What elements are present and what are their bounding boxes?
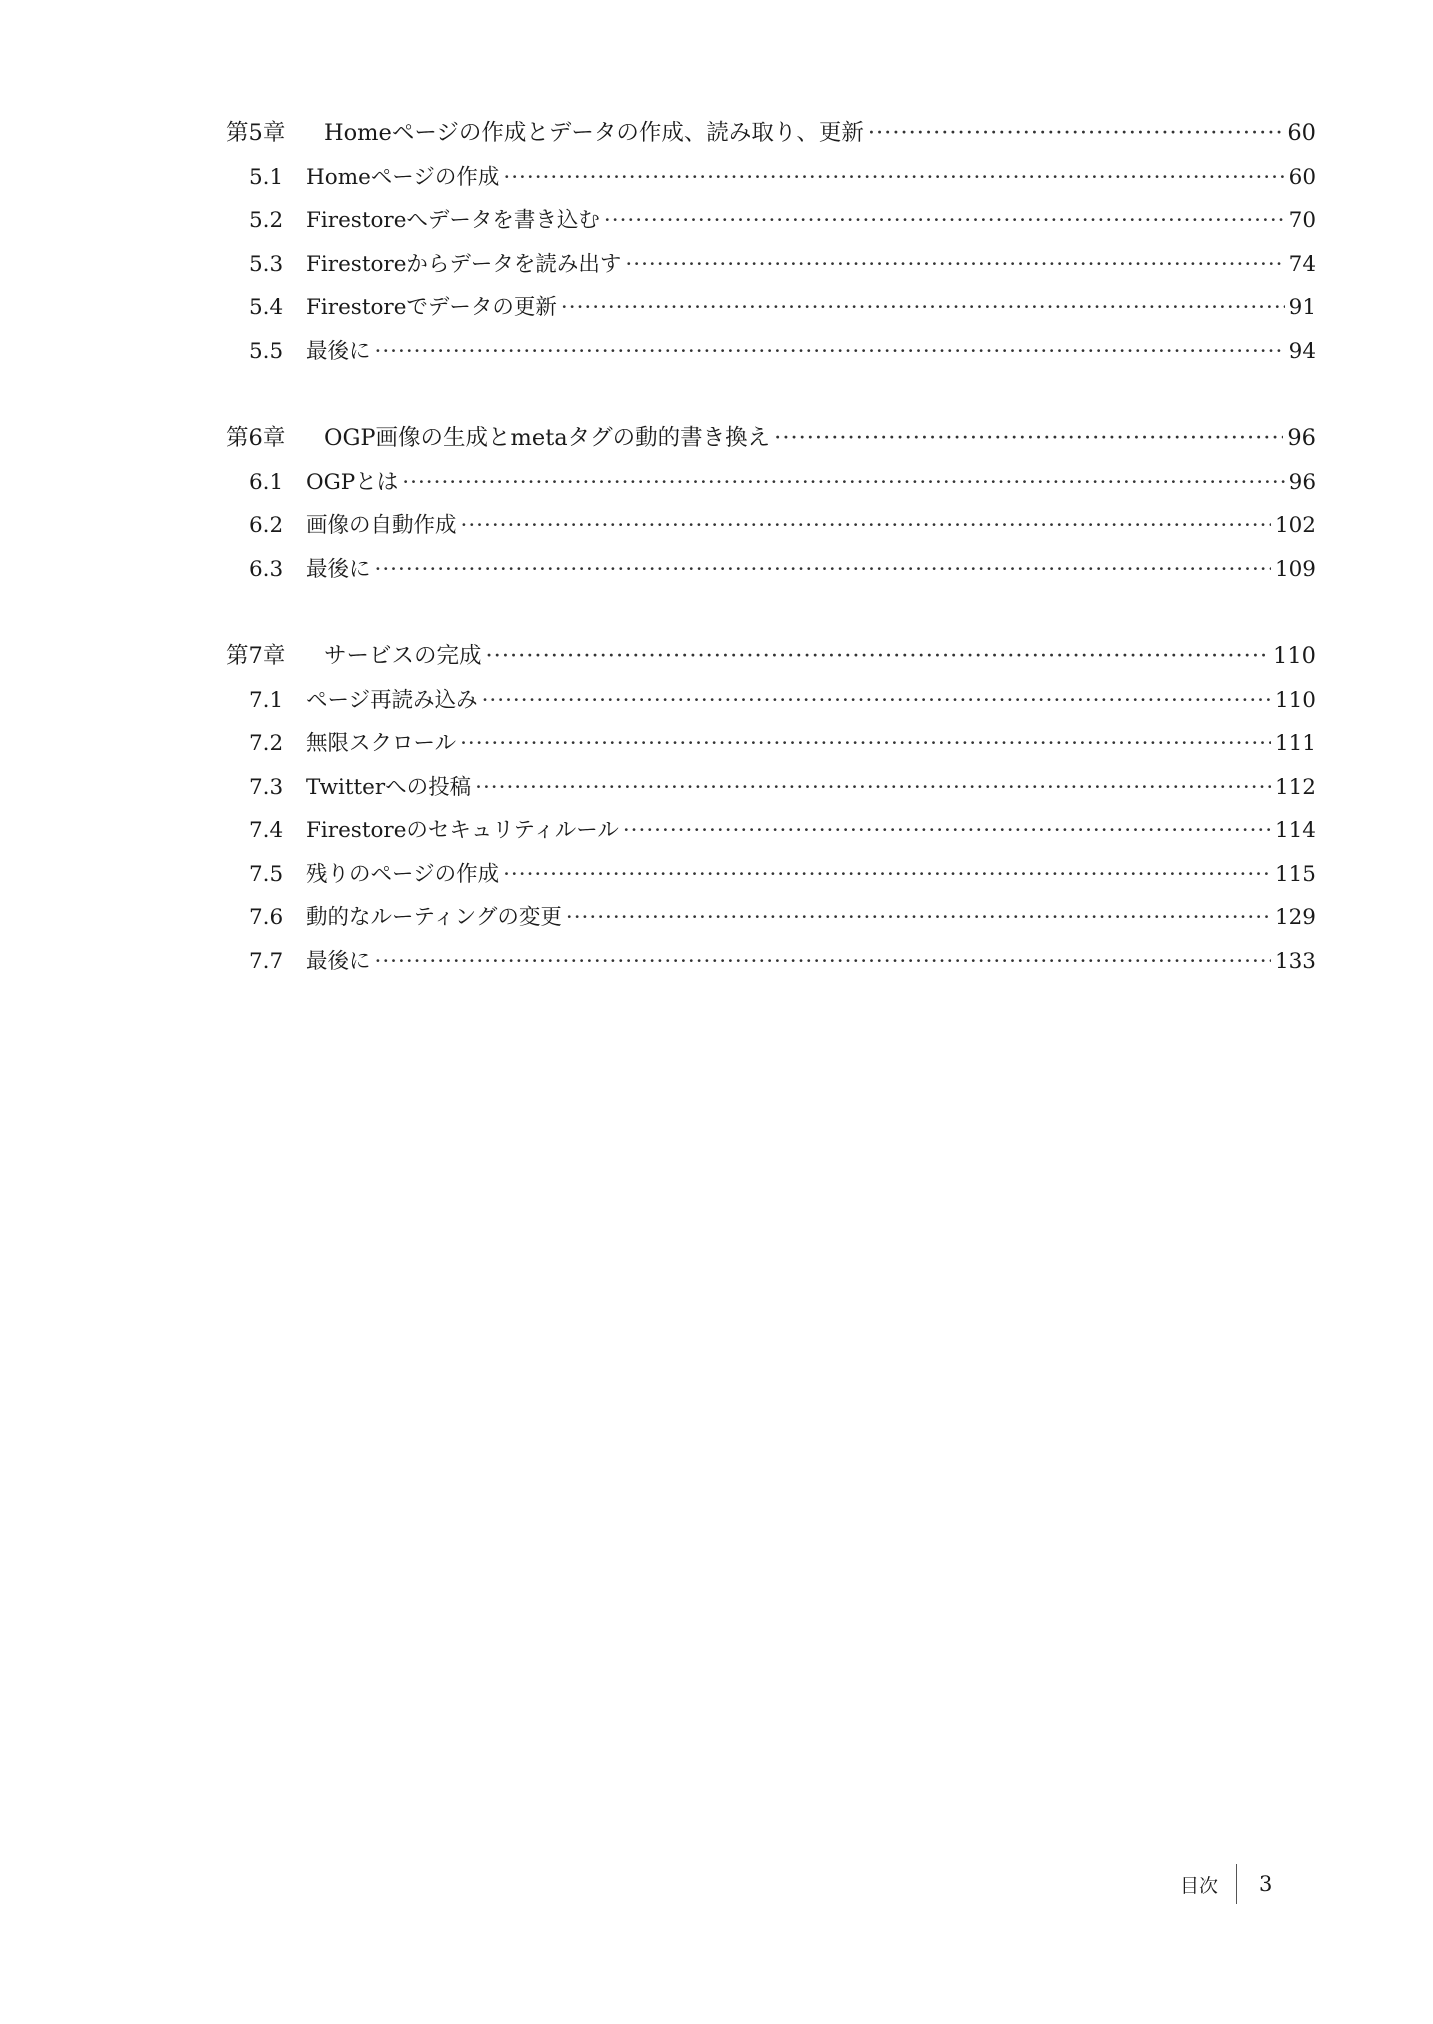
dot-leader (461, 504, 1271, 548)
section-entry-number: 5.4 (249, 295, 284, 320)
section-entry (226, 199, 1316, 243)
section-entry-number: 5.3 (249, 251, 284, 277)
dot-leader (503, 853, 1271, 897)
section-entry-page: 94 (1288, 338, 1316, 364)
section-entry (226, 461, 1316, 505)
section-entry-title: OGPとは (306, 469, 399, 495)
dot-leader (475, 766, 1271, 810)
chapter-entry-number: 第5章 (226, 120, 286, 146)
dot-leader (375, 940, 1271, 984)
section-entry-page: 96 (1288, 469, 1316, 495)
chapter-entry-page: 60 (1287, 120, 1316, 146)
section-entry-page: 70 (1288, 208, 1316, 233)
section-entry-number: 6.3 (249, 556, 284, 582)
dot-leader (482, 679, 1271, 723)
dot-leader (774, 417, 1283, 461)
dot-leader (561, 286, 1285, 330)
section-entry (226, 853, 1316, 897)
table-of-contents (226, 112, 1316, 1027)
footer-divider (1236, 1864, 1237, 1904)
section-entry-page: 91 (1288, 295, 1316, 320)
section-entry-number: 5.5 (249, 338, 284, 364)
page-footer (1180, 1864, 1272, 1904)
section-entry-title: Homeページの作成 (306, 164, 500, 190)
section-entry-number: 7.1 (249, 687, 284, 713)
section-entry-number: 7.5 (249, 861, 284, 887)
chapter-entry-title: OGP画像の生成とmetaタグの動的書き換え (324, 425, 771, 451)
section-entry-number: 5.1 (249, 164, 284, 190)
toc-chapter (226, 417, 1316, 591)
footer-section-label: 目次 (1180, 1874, 1219, 1897)
chapter-entry-number: 第7章 (226, 643, 286, 669)
section-entry (226, 766, 1316, 810)
section-entry (226, 940, 1316, 984)
section-entry-title: Firestoreへデータを書き込む (306, 208, 600, 233)
section-entry-title: 動的なルーティングの変更 (306, 905, 562, 930)
chapter-entry-title: サービスの完成 (324, 643, 482, 669)
section-entry-title: 最後に (306, 556, 371, 582)
section-entry-number: 7.7 (249, 948, 284, 974)
section-entry (226, 330, 1316, 374)
section-entry-page: 133 (1274, 948, 1316, 974)
section-entry-title: 残りのページの作成 (306, 861, 500, 887)
section-entry (226, 156, 1316, 200)
section-entry-page: 112 (1274, 774, 1316, 800)
dot-leader (486, 635, 1270, 679)
section-entry (226, 809, 1316, 853)
chapter-entry-number: 第6章 (226, 425, 286, 451)
chapter-entry-page: 96 (1287, 425, 1316, 451)
section-entry-number: 5.2 (249, 208, 284, 233)
section-entry-page: 60 (1288, 164, 1316, 190)
dot-leader (375, 330, 1285, 374)
section-entry-page: 111 (1274, 731, 1316, 756)
section-entry-number: 7.3 (249, 774, 284, 800)
section-entry-page: 109 (1274, 556, 1316, 582)
section-entry-title: Firestoreでデータの更新 (306, 295, 557, 320)
section-entry-page: 129 (1274, 905, 1316, 930)
section-entry (226, 243, 1316, 287)
section-entry-title: Firestoreからデータを読み出す (306, 251, 622, 277)
dot-leader (868, 112, 1283, 156)
footer-page-number: 3 (1259, 1872, 1273, 1896)
section-entry (226, 548, 1316, 592)
section-entry-title: ページ再読み込み (306, 687, 478, 713)
dot-leader (566, 896, 1271, 940)
section-entry-title: 画像の自動作成 (306, 513, 457, 538)
section-entry-page: 115 (1274, 861, 1316, 887)
dot-leader (402, 461, 1284, 505)
section-entry-title: Twitterへの投稿 (306, 774, 472, 800)
section-entry-page: 74 (1288, 251, 1316, 277)
chapter-entry-page: 110 (1273, 643, 1316, 669)
section-entry (226, 722, 1316, 766)
section-entry-title: 最後に (306, 948, 371, 974)
dot-leader (375, 548, 1271, 592)
chapter-entry-title: Homeページの作成とデータの作成、読み取り、更新 (324, 120, 864, 146)
chapter-entry (226, 112, 1316, 156)
chapter-entry (226, 417, 1316, 461)
section-entry (226, 286, 1316, 330)
toc-chapter (226, 635, 1316, 983)
dot-leader (625, 243, 1284, 287)
chapter-entry (226, 635, 1316, 679)
section-entry-number: 7.4 (249, 818, 284, 843)
section-entry-title: 無限スクロール (306, 731, 457, 756)
section-entry (226, 679, 1316, 723)
section-entry-title: Firestoreのセキュリティルール (306, 818, 619, 843)
section-entry (226, 896, 1316, 940)
section-entry-title: 最後に (306, 338, 371, 364)
dot-leader (623, 809, 1271, 853)
dot-leader (503, 156, 1284, 200)
section-entry-number: 7.2 (249, 731, 284, 756)
dot-leader (604, 199, 1285, 243)
section-entry (226, 504, 1316, 548)
section-entry-number: 6.1 (249, 469, 284, 495)
section-entry-page: 114 (1274, 818, 1316, 843)
dot-leader (460, 722, 1271, 766)
section-entry-number: 7.6 (249, 905, 284, 930)
section-entry-page: 110 (1274, 687, 1316, 713)
section-entry-page: 102 (1274, 513, 1316, 538)
section-entry-number: 6.2 (249, 513, 284, 538)
toc-chapter (226, 112, 1316, 373)
